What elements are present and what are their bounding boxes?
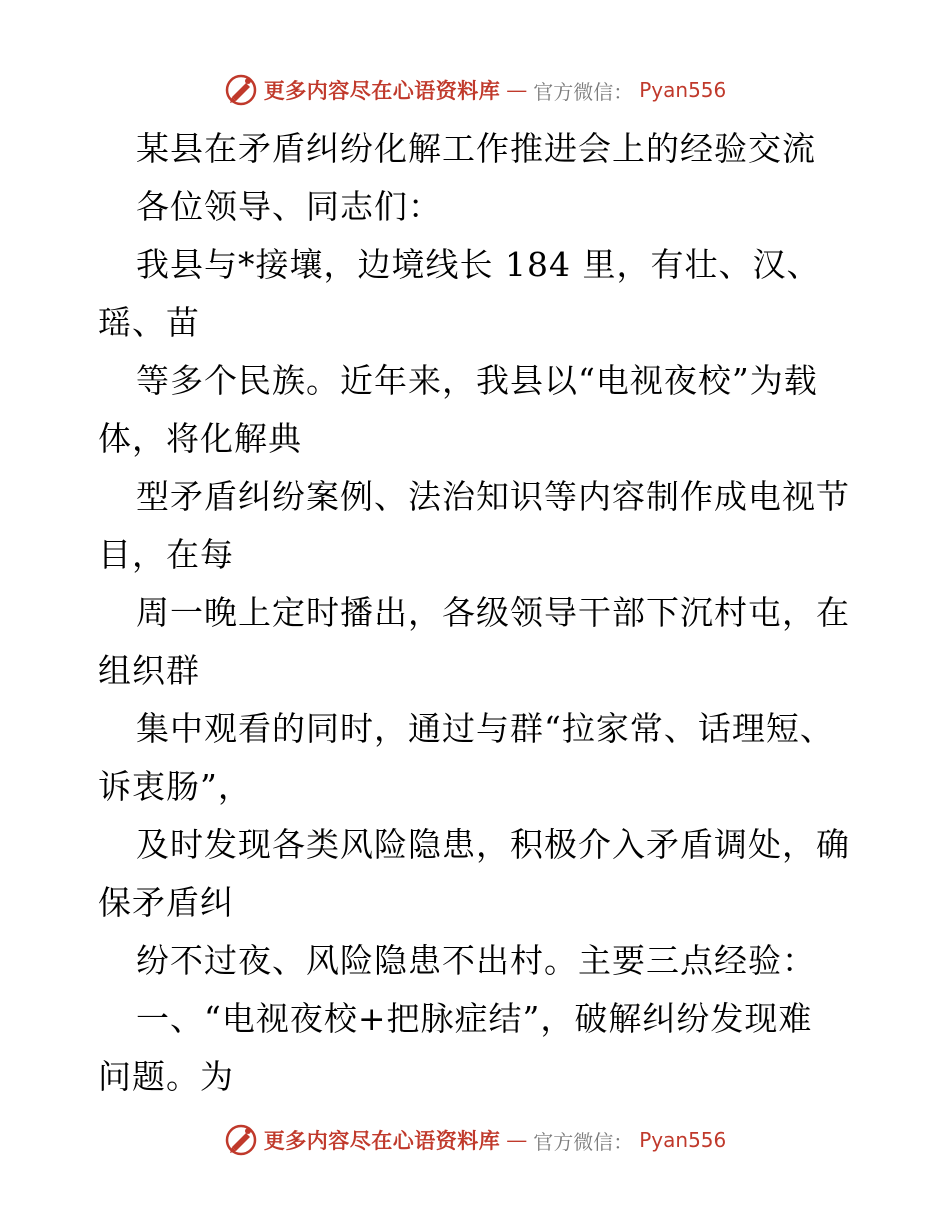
text-line: 瑶、苗 <box>98 303 200 342</box>
text-line: 目，在每 <box>98 535 234 574</box>
pen-nib-logo-icon <box>224 73 258 107</box>
text-line: 体，将化解典 <box>98 419 302 458</box>
section-heading: 一、“电视夜校+把脉症结”，破解纠纷发现难 <box>136 999 813 1038</box>
text-line: 保矛盾纠 <box>98 883 234 922</box>
text-line: 纷不过夜、风险隐患不出村。主要三点经验： <box>136 941 816 980</box>
document-body <box>98 120 858 1106</box>
text-line: 我县与*接壤，边境线长 184 里，有壮、汉、 <box>136 245 821 284</box>
text-line: 集中观看的同时，通过与群“拉家常、话理短、 <box>136 709 834 748</box>
text-line: 问题。为 <box>98 1057 234 1096</box>
watermark-title: 更多内容尽在心语资料库 <box>263 78 501 103</box>
pen-nib-logo-icon <box>224 1123 258 1157</box>
watermark-separator: — <box>506 78 528 102</box>
watermark-wechat-label: 官方微信： <box>533 79 634 104</box>
watermark-separator: — <box>506 1128 528 1152</box>
text-line: 周一晚上定时播出，各级领导干部下沉村屯，在 <box>136 593 850 632</box>
text-line: 等多个民族。近年来，我县以“电视夜校”为载 <box>136 361 818 400</box>
watermark-wechat-id: Pyan556 <box>639 78 727 102</box>
watermark-title: 更多内容尽在心语资料库 <box>263 1128 501 1153</box>
text-line: 及时发现各类风险隐患，积极介入矛盾调处，确 <box>136 825 850 864</box>
text-line: 组织群 <box>98 651 200 690</box>
salutation: 各位领导、同志们： <box>136 187 442 226</box>
header-watermark <box>0 68 950 112</box>
watermark-wechat-id: Pyan556 <box>639 1128 727 1152</box>
document-title: 某县在矛盾纠纷化解工作推进会上的经验交流 <box>136 129 816 168</box>
text-line: 型矛盾纠纷案例、法治知识等内容制作成电视节 <box>136 477 850 516</box>
text-line: 诉衷肠”， <box>98 767 252 806</box>
watermark-wechat-label: 官方微信： <box>533 1129 634 1154</box>
footer-watermark <box>0 1118 950 1162</box>
